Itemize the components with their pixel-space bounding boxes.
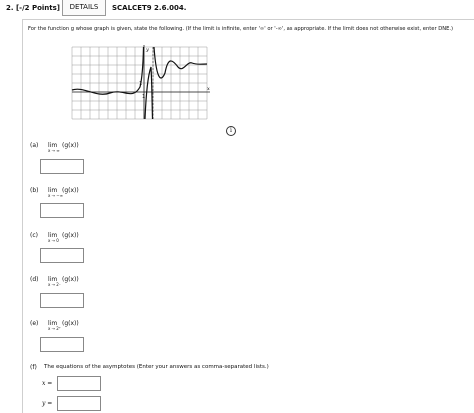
asymptote-y-label: y = bbox=[42, 400, 53, 407]
answer-input-c[interactable] bbox=[40, 248, 84, 263]
question-number: 2. [-/2 Points] bbox=[6, 4, 60, 12]
y-tick-label: 1 bbox=[139, 81, 143, 87]
limit-expression: lim x → ∞ (g(x)) bbox=[48, 142, 79, 153]
part-label: (b) bbox=[30, 187, 39, 194]
asymptote-x-input[interactable] bbox=[57, 376, 101, 391]
part-label: (e) bbox=[30, 320, 39, 327]
part-label: (d) bbox=[30, 276, 39, 283]
part-f-text: The equations of the asymptotes (Enter your answers as comma-separated lists.) bbox=[44, 364, 269, 370]
info-icon[interactable]: i bbox=[226, 126, 236, 136]
x-axis-label: x bbox=[207, 86, 210, 92]
question-code: SCALCET9 2.6.004. bbox=[112, 4, 187, 12]
question-prompt: For the function g whose graph is given, state the following. (If the limit is infinite, enter '∞' or '-∞', as appropriate. If the limit does not otherwise exist, enter DNE.) bbox=[28, 26, 454, 32]
answer-input-e[interactable] bbox=[40, 337, 84, 352]
details-button[interactable]: DETAILS bbox=[62, 0, 106, 16]
asymptote-x-label: x = bbox=[42, 380, 53, 387]
part-label: (a) bbox=[30, 142, 39, 149]
graph-curve-mid bbox=[145, 67, 153, 119]
asymptote-y-input[interactable] bbox=[57, 396, 101, 411]
function-graph bbox=[70, 45, 215, 121]
limit-expression: lim x → 2⁻ (g(x)) bbox=[48, 276, 79, 287]
limit-expression: lim x → 0 (g(x)) bbox=[48, 232, 79, 243]
answer-input-d[interactable] bbox=[40, 293, 84, 308]
limit-expression: lim x → 2⁺ (g(x)) bbox=[48, 320, 79, 331]
question-header bbox=[0, 0, 474, 20]
part-label: (c) bbox=[30, 232, 38, 239]
answer-input-b[interactable] bbox=[40, 203, 84, 218]
part-f-label: (f) bbox=[30, 364, 37, 371]
y-axis-label: y bbox=[146, 47, 149, 53]
limit-expression: lim x → −∞ (g(x)) bbox=[48, 187, 79, 198]
answer-input-a[interactable] bbox=[40, 159, 84, 174]
x-tick-label: 1 bbox=[142, 94, 146, 100]
